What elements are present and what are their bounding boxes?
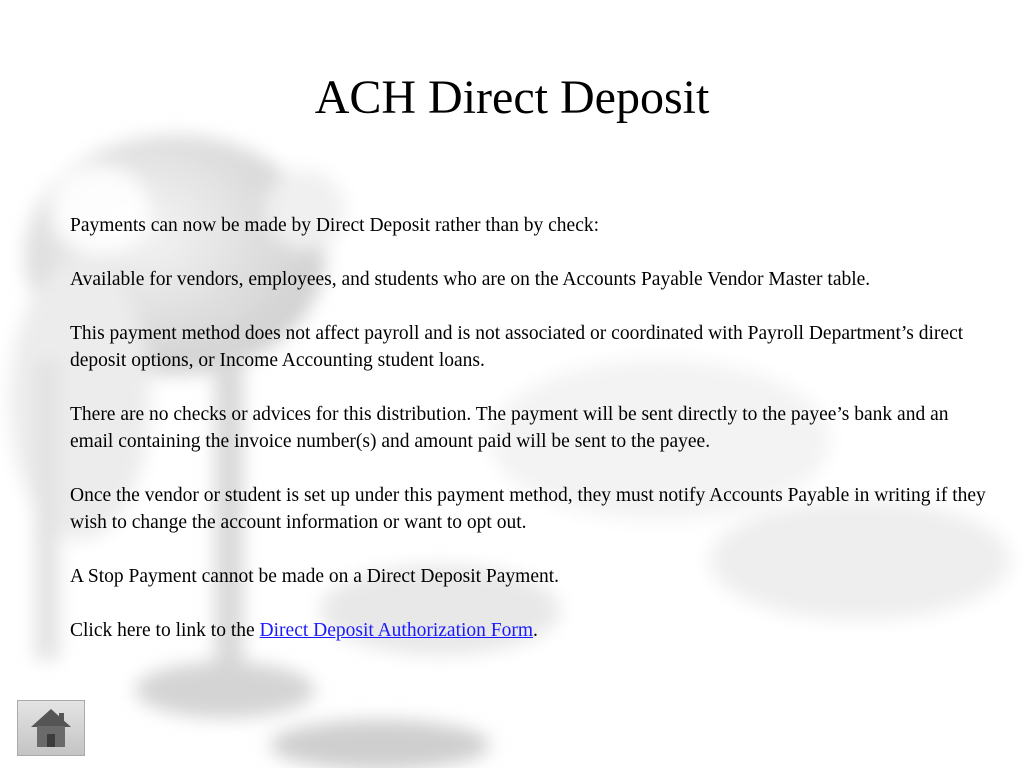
paragraph-availability: Available for vendors, employees, and students who are on the Accounts Payable Vendor Master table. [70, 269, 871, 290]
authorization-form-link[interactable]: Direct Deposit Authorization Form [259, 620, 534, 641]
paragraph-notify: Once the vendor or student is set up under this payment method, they must notify Accounts Payable in writing if they wish to change the account information or want to opt out. [70, 485, 986, 533]
link-suffix: . [533, 620, 538, 641]
slide-body [70, 212, 995, 671]
slide-title: ACH Direct Deposit [314, 71, 710, 124]
paragraph-link [70, 617, 995, 644]
paragraph-payroll: This payment method does not affect payroll and is not associated or coordinated with Payroll Department’s direct deposit options, or Income Accounting student loans. [70, 323, 964, 371]
paragraph-stop-payment: A Stop Payment cannot be made on a Direct Deposit Payment. [70, 566, 560, 587]
home-icon [29, 707, 73, 749]
paragraph-intro: Payments can now be made by Direct Deposit rather than by check: [70, 215, 600, 236]
paragraph-no-checks: There are no checks or advices for this distribution. The payment will be sent directly to the payee’s bank and an email containing the invoice number(s) and amount paid will be sent to the payee. [70, 404, 949, 452]
link-prefix: Click here to link to the [70, 620, 260, 641]
home-button[interactable] [17, 700, 85, 756]
